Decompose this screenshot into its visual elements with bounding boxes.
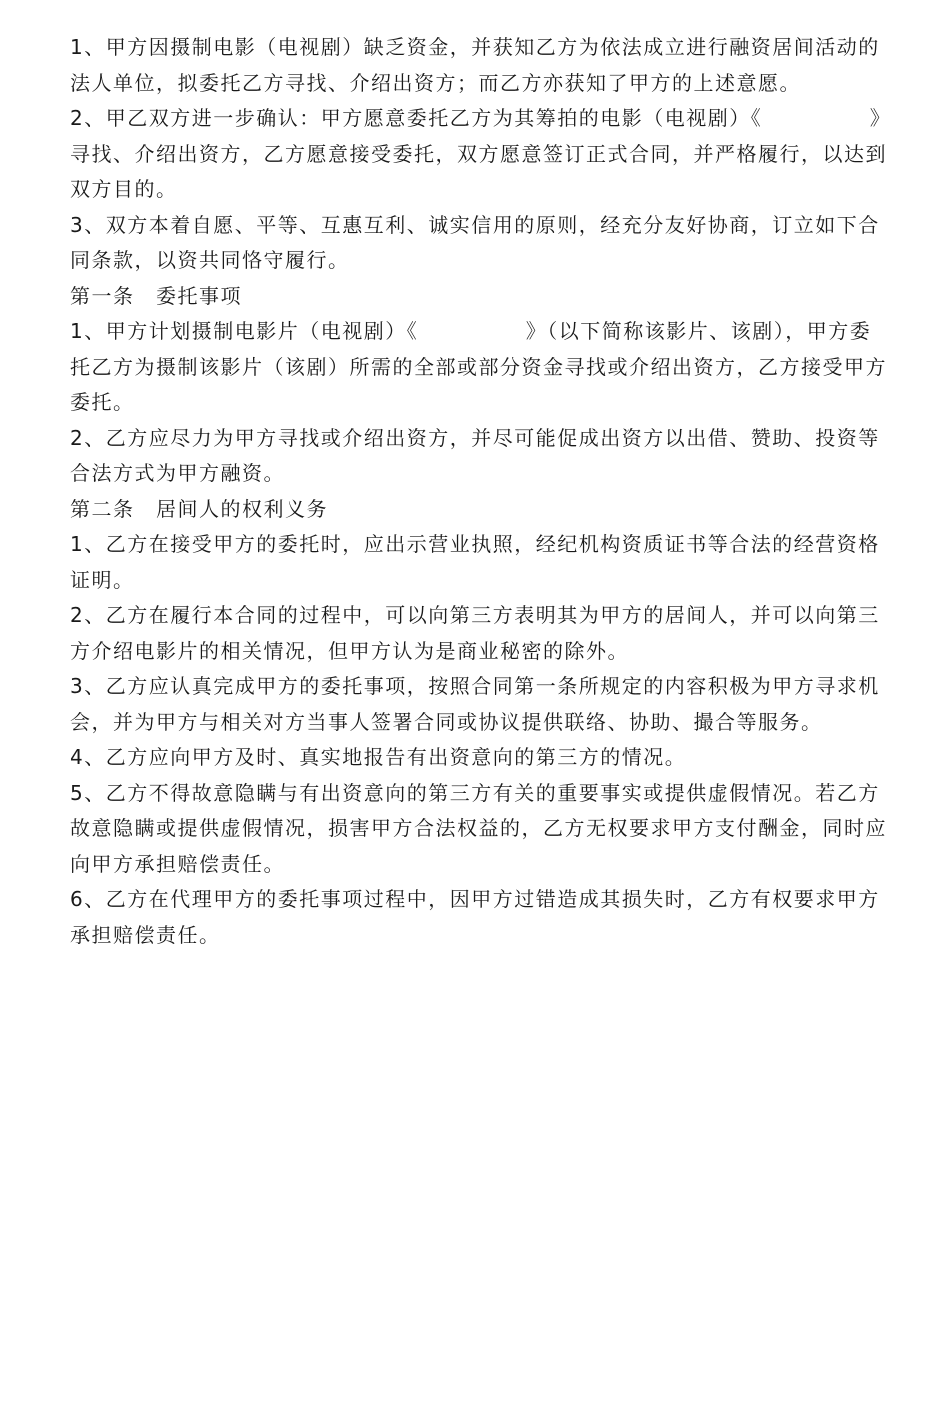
paragraph: 6、乙方在代理甲方的委托事项过程中，因甲方过错造成其损失时，乙方有权要求甲方承担赔偿责任。 <box>70 887 880 947</box>
paragraph: 2、乙方在履行本合同的过程中，可以向第三方表明其为甲方的居间人，并可以向第三方介绍电影片的相关情况，但甲方认为是商业秘密的除外。 <box>70 603 880 663</box>
document-body <box>70 30 890 953</box>
section-heading: 第一条 委托事项 <box>70 283 242 308</box>
paragraph: 4、乙方应向甲方及时、真实地报告有出资意向的第三方的情况。 <box>70 745 687 769</box>
paragraph: 5、乙方不得故意隐瞒与有出资意向的第三方有关的重要事实或提供虚假情况。若乙方故意隐瞒或提供虚假情况，损害甲方合法权益的，乙方无权要求甲方支付酬金，同时应向甲方承担赔偿责任。 <box>70 780 887 876</box>
paragraph: 1、乙方在接受甲方的委托时，应出示营业执照，经纪机构资质证书等合法的经营资格证明。 <box>70 532 880 592</box>
paragraph: 2、甲乙双方进一步确认：甲方愿意委托乙方为其筹拍的电影（电视剧）《 》寻找、介绍出资方，乙方愿意接受委托，双方愿意签订正式合同，并严格履行，以达到双方目的。 <box>70 106 887 201</box>
paragraph: 3、乙方应认真完成甲方的委托事项，按照合同第一条所规定的内容积极为甲方寻求机会，并为甲方与相关对方当事人签署合同或协议提供联络、协助、撮合等服务。 <box>70 674 880 734</box>
paragraph: 1、甲方因摄制电影（电视剧）缺乏资金，并获知乙方为依法成立进行融资居间活动的法人单位，拟委托乙方寻找、介绍出资方；而乙方亦获知了甲方的上述意愿。 <box>70 35 880 95</box>
section-heading: 第二条 居间人的权利义务 <box>70 496 328 521</box>
paragraph: 1、甲方计划摄制电影片（电视剧）《 》（以下简称该影片、该剧），甲方委托乙方为摄制该影片（该剧）所需的全部或部分资金寻找或介绍出资方，乙方接受甲方委托。 <box>70 319 887 414</box>
paragraph: 3、双方本着自愿、平等、互惠互利、诚实信用的原则，经充分友好协商，订立如下合同条款，以资共同恪守履行。 <box>70 212 880 272</box>
paragraph: 2、乙方应尽力为甲方寻找或介绍出资方，并尽可能促成出资方以出借、赞助、投资等合法方式为甲方融资。 <box>70 425 880 485</box>
